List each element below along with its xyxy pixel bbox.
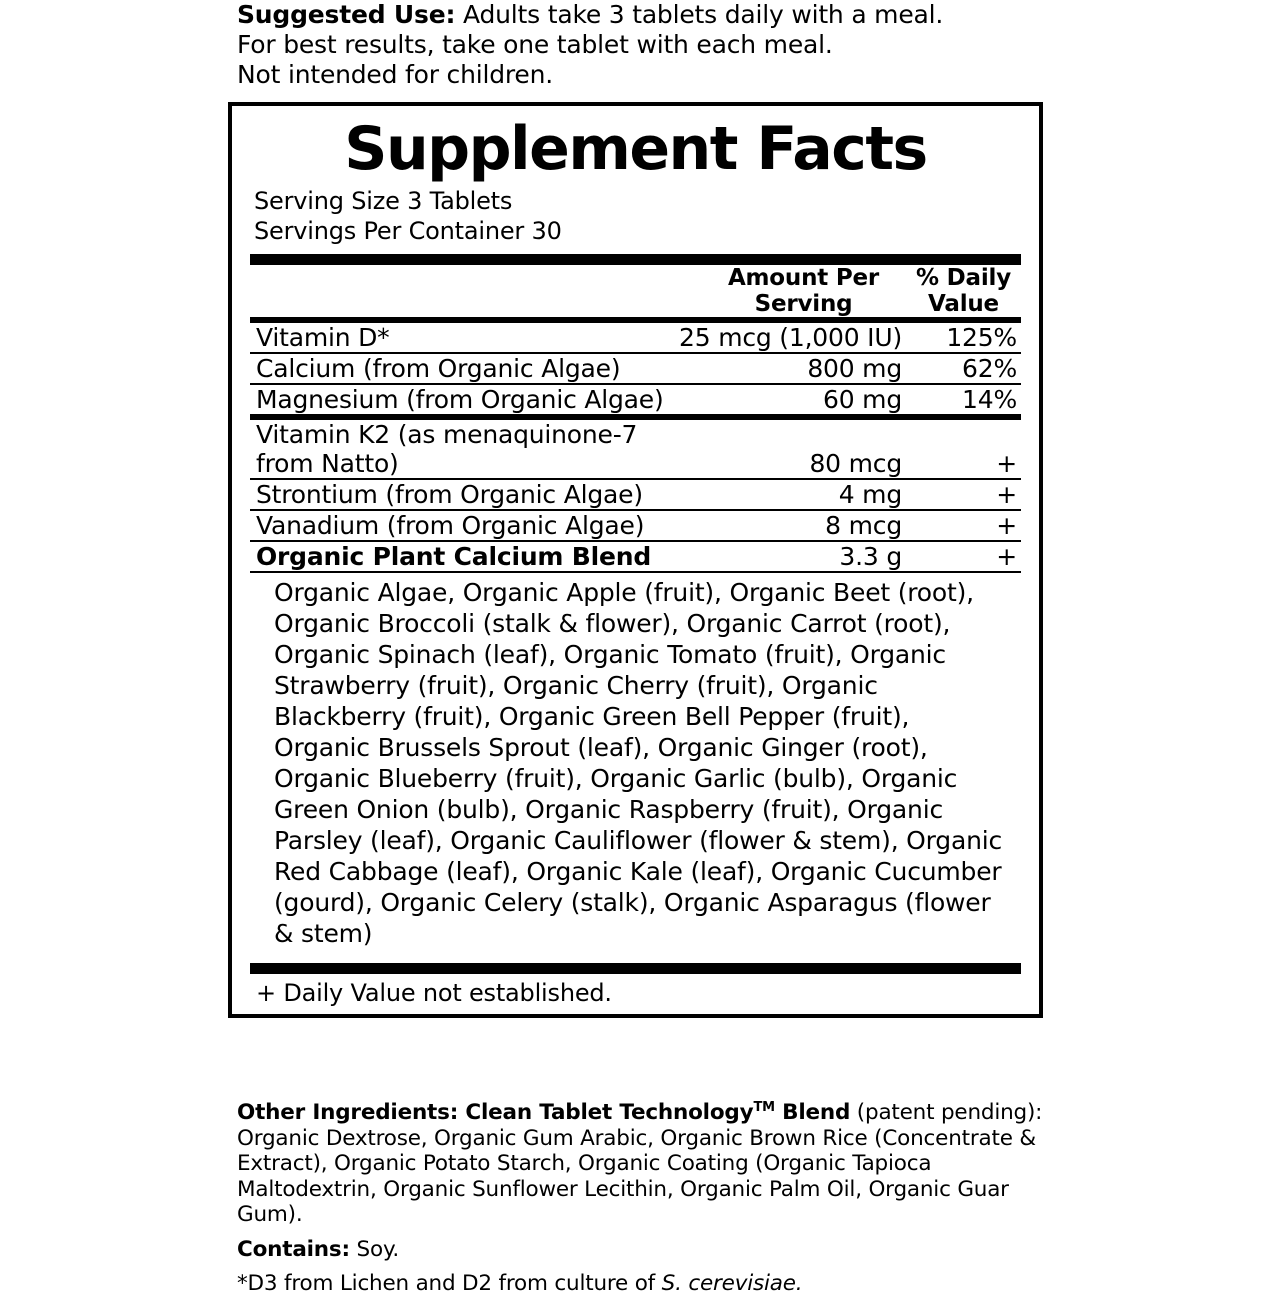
nutrient-group-1 (250, 323, 1021, 414)
nutrient-daily-value: + (902, 479, 1021, 510)
footer-spacer (237, 1228, 1047, 1237)
blend-name: Organic Plant Calcium Blend (250, 541, 697, 571)
nutrient-name: Magnesium (from Organic Algae) (250, 384, 679, 414)
panel-title: Supplement Facts (344, 114, 927, 184)
nutrient-amount: 800 mg (679, 353, 902, 384)
vitamin-d-note-species: S. cerevisiae. (661, 1271, 803, 1297)
header-dv-line-1: % Daily (915, 265, 1012, 291)
suggested-use-label: Suggested Use: (237, 0, 456, 29)
daily-value-note: + Daily Value not established. (256, 979, 612, 1007)
trademark-mark: TM (753, 1100, 775, 1115)
facts-table (250, 265, 1021, 317)
divider-thick-bottom (250, 963, 1021, 974)
nutrient-daily-value: 14% (902, 384, 1021, 414)
nutrient-daily-value: 62% (902, 353, 1021, 384)
nutrient-daily-value: + (902, 510, 1021, 541)
blend-ingredient-list: Organic Algae, Organic Apple (fruit), Organic Beet (root), Organic Broccoli (stalk & flower), Organic Carrot (root), Organic Spinach (leaf), Organic Tomato (fruit), Organic Strawberry (fruit), Organic Cherry (fruit), Organic Blackberry (fruit), Organic Green Bell Pepper (fruit), Organic Brussels Sprout (leaf), Organic Ginger (root), Organic Blueberry (fruit), Organic Garlic (bulb), Organic Green Onion (bulb), Organic Raspberry (fruit), Organic Parsley (leaf), Organic Cauliflower (flower & stem), Organic Red Cabbage (leaf), Organic Kale (leaf), Organic Cucumber (gourd), Organic Celery (stalk), Organic Asparagus (flower & stem) (250, 571, 1021, 955)
header-daily-value (906, 265, 1021, 317)
vitamin-d-note (237, 1271, 1047, 1297)
suggested-use-line-1-text: Adults take 3 tablets daily with a meal. (455, 0, 944, 29)
header-amount-per-serving (701, 265, 906, 317)
suggested-use-line-1 (237, 0, 1037, 30)
other-ingredients-blend-word: Blend (774, 1100, 851, 1126)
facts-header-row (250, 265, 1021, 317)
footer-block (237, 1095, 1047, 1297)
nutrient-amount: 8 mcg (697, 510, 902, 541)
contains-label: Contains: (237, 1236, 350, 1262)
nutrient-daily-value: 125% (946, 323, 1017, 352)
table-row (250, 479, 1021, 510)
nutrient-amount: 60 mg (679, 384, 902, 414)
nutrient-group-2 (250, 420, 1021, 571)
blend-amount: 3.3 g (697, 541, 902, 571)
supplement-facts-panel (228, 102, 1043, 1018)
other-ingredients (237, 1095, 1047, 1228)
table-row (250, 510, 1021, 541)
nutrient-amount: 25 mcg (1,000 IU) (679, 323, 902, 352)
other-ingredients-text: (patent pending): Organic Dextrose, Organic Gum Arabic, Organic Brown Rice (Concentrate & Extract), Organic Potato Starch, Organic Coating (Organic Tapioca Maltodextrin, Organic Sunflower Lecithin, Organic Palm Oil, Organic Guar Gum). (237, 1100, 1043, 1228)
nutrient-name: Vitamin D* (256, 323, 390, 352)
header-amount-line-2: Serving (754, 291, 853, 317)
nutrient-amount: 4 mg (697, 479, 902, 510)
header-dv-line-2: Value (928, 291, 999, 317)
other-ingredients-label: Other Ingredients: (237, 1100, 459, 1126)
vitamin-d-note-text: *D3 from Lichen and D2 from culture of (237, 1271, 662, 1297)
suggested-use-block (237, 0, 1037, 90)
servings-per-container: Servings Per Container 30 (254, 217, 562, 245)
nutrient-name: Calcium (from Organic Algae) (250, 353, 679, 384)
table-row-blend (250, 541, 1021, 571)
other-ingredients-brand: Clean Tablet Technology (458, 1100, 754, 1126)
divider-thick-top (250, 254, 1021, 265)
header-amount-line-1: Amount Per (727, 265, 880, 291)
footer-spacer-2 (237, 1262, 1047, 1271)
nutrient-name: Strontium (from Organic Algae) (250, 479, 697, 510)
table-row (250, 353, 1021, 384)
suggested-use-line-2: For best results, take one tablet with each meal. (237, 30, 833, 59)
nutrient-name: Vanadium (from Organic Algae) (250, 510, 697, 541)
nutrient-daily-value: + (996, 449, 1017, 478)
table-row (250, 420, 1021, 479)
serving-size: Serving Size 3 Tablets (254, 187, 513, 215)
contains-text: Soy. (349, 1236, 400, 1262)
table-row (250, 384, 1021, 414)
table-row (250, 323, 1021, 353)
nutrient-name: Vitamin K2 (as menaquinone-7 from Natto) (256, 420, 638, 478)
nutrient-amount: 80 mcg (809, 449, 902, 478)
contains-line (237, 1237, 1047, 1263)
suggested-use-line-3: Not intended for children. (237, 60, 554, 89)
blend-daily-value: + (902, 541, 1021, 571)
